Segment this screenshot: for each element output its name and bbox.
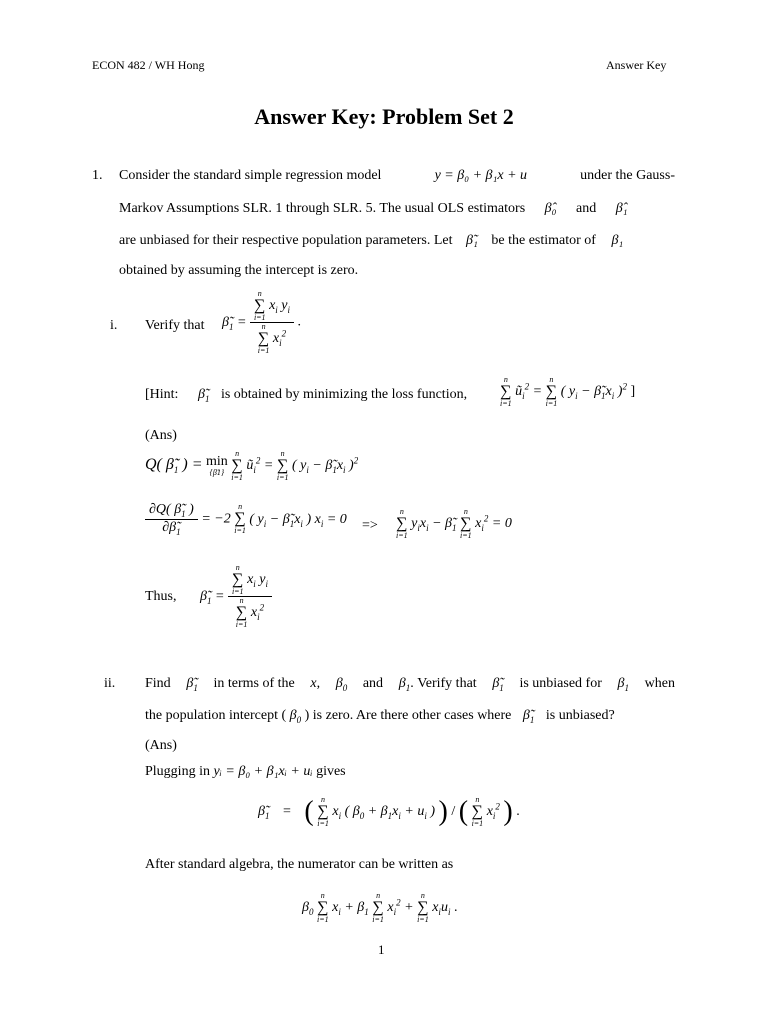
q1-line-1: [119, 168, 675, 184]
part-ii-line-2: the population intercept ( $\beta_0$ ) is zero. Are there other cases where $\betã_1$ is unbiased?: [145, 708, 615, 725]
numerator-expansion: $\beta_0$ n ∑ i=1 $x_i + \beta_1$ n ∑ i=1 $x_i^2$ + n ∑ i=1 $x_iu_i$ .: [302, 891, 458, 924]
regression-model-equation: y = β₀ + β₁x + u: [434, 168, 528, 183]
hint-text: is obtained by minimizing the loss function,: [220, 387, 468, 402]
intercept-text-c: is unbiased?: [545, 708, 615, 723]
page-title: Answer Key: Problem Set 2: [254, 104, 514, 129]
q1-line-2: [119, 201, 628, 217]
objective-equation: Q( $\betã_1$ ) = min {β̃1} n ∑ i=1 $ũ_i^2$ = n ∑ i=1 ( $y_i$ − $\betã_1x_i$ )$^2$: [145, 449, 359, 482]
loss-function-formula: n ∑ i=1 $ũ_i^2$ = n ∑ i=1 ( $y_i$ − $\betã_1x_i$ )$^2$ ]: [500, 375, 636, 408]
derivative-equation: $\frac{\partial Q( \betã_1 )}{\partial\betã_1}$ = −2 n ∑ i=1 ( $y_i$ − $\betã_1x_i$ ) $x_i = 0$: [145, 502, 347, 537]
comma: ,: [316, 676, 321, 691]
intercept-text-b: ) is zero. Are there other cases where: [304, 708, 512, 723]
after-algebra-text: After standard algebra, the numerator can be written as: [145, 857, 454, 872]
beta1-tilde-result: $\betã_1$ = n ∑ i=1 $x_i$ $y_i$ n ∑ i=1 $x_i^2$: [200, 564, 272, 629]
plugging-line: [145, 764, 346, 780]
q1-line-3a: are unbiased for their respective population parameters. Let: [119, 233, 453, 248]
page-number: 1: [378, 942, 385, 957]
question-number: 1.: [92, 168, 103, 183]
q1-line-1-end: under the Gauss-: [580, 168, 675, 183]
first-order-condition: n ∑ i=1 $y_ix_i$ − $\betã_1$ n ∑ i=1 $x_i^2 = 0$: [396, 507, 512, 540]
q1-line-2-text: Markov Assumptions SLR. 1 through SLR. 5. The usual OLS estimators: [119, 201, 526, 216]
header-course: ECON 482 / WH Hong: [92, 58, 205, 72]
x-variable: x: [310, 676, 317, 691]
answer-label-i: (Ans): [145, 428, 177, 443]
hint-open: [Hint:: [145, 387, 179, 402]
beta1-tilde-expanded: $\betã_1$ = ( n ∑ i=1 $x_i$ ( $\beta_0 + \beta_1x_i + u_i$ ) ) / ( n ∑ i=1 $x_i^2$ ) .: [258, 795, 520, 828]
beta1: β₁: [611, 233, 624, 248]
find-word: Find: [145, 676, 171, 691]
thus-label: Thus,: [145, 589, 177, 604]
part-i-label: i.: [110, 318, 118, 333]
when-word: when: [644, 676, 675, 691]
hint-close: ]: [630, 384, 636, 400]
q1-line-3b: be the estimator of: [491, 233, 596, 248]
verify-text: Verify that: [145, 318, 205, 333]
q1-line-1-text: Consider the standard simple regression model: [119, 168, 382, 183]
q1-line-3: [119, 233, 623, 249]
unbiased-for-text: is unbiased for: [519, 676, 602, 691]
answer-label-ii: (Ans): [145, 738, 177, 753]
verify-formula: $\betã_1$ = n ∑ i=1 $x_i$ $y_i$ n ∑ i=1 $x_i^2$ .: [222, 289, 302, 355]
verify-that-text: . Verify that: [410, 676, 477, 691]
plugging-equation: yᵢ = β₀ + β₁xᵢ + uᵢ: [213, 764, 313, 779]
implies-arrow: =>: [362, 518, 378, 533]
hint-line: [Hint: $\betã_1$ is obtained by minimizing the loss function,: [145, 387, 468, 404]
gives-text: gives: [316, 764, 346, 779]
intercept-text-a: the population intercept (: [145, 708, 287, 723]
beta0-hat: β̂₀: [544, 201, 557, 216]
plugging-in-text: Plugging in: [145, 764, 210, 779]
beta1-hat: β̂₁: [615, 201, 628, 216]
and-word: and: [575, 201, 597, 216]
in-terms-text: in terms of the: [213, 676, 295, 691]
q1-line-4: obtained by assuming the intercept is zero.: [119, 263, 359, 278]
part-ii-line-1: Find $\betã_1$ in terms of the x, $\beta_0$ and $\beta_1$. Verify that $\betã_1$ is unbiased for $\beta_1$ when: [145, 676, 675, 693]
header-answer-key: Answer Key: [606, 58, 667, 72]
part-ii-label: ii.: [104, 676, 116, 691]
beta1-tilde: β̃₁: [466, 233, 478, 248]
and-word-ii: and: [362, 676, 384, 691]
